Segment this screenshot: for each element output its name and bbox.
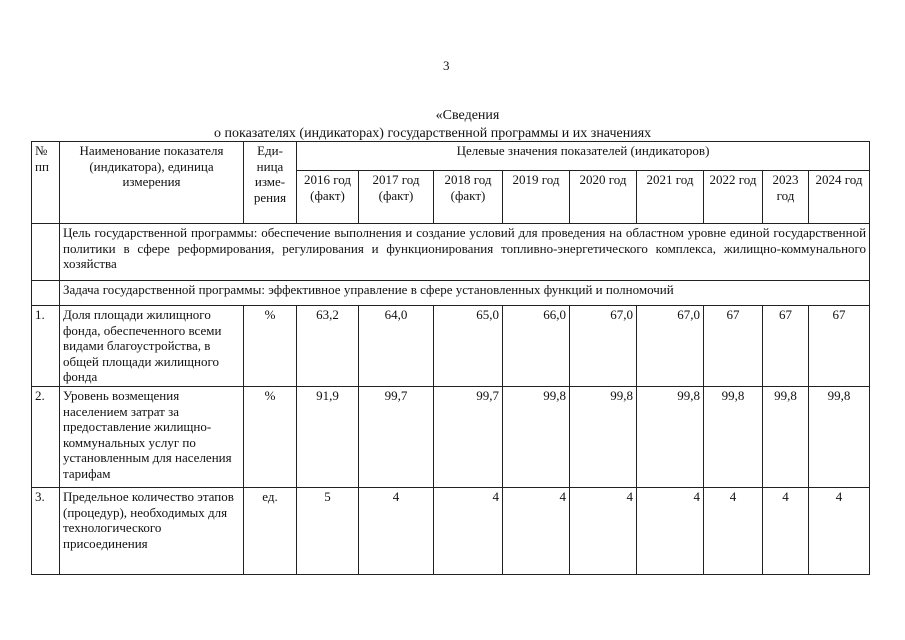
row-unit: ед. bbox=[244, 488, 297, 575]
row-value: 99,8 bbox=[570, 387, 637, 488]
row-value: 67 bbox=[763, 306, 809, 387]
row-value: 99,7 bbox=[359, 387, 434, 488]
row-value: 4 bbox=[570, 488, 637, 575]
header-year: 2020 год bbox=[570, 171, 637, 224]
task-text: Задача государственной программы: эффективное управление в сфере установленных функций и полномочий bbox=[60, 281, 870, 306]
row-value: 99,8 bbox=[763, 387, 809, 488]
row-value: 99,8 bbox=[503, 387, 570, 488]
row-value: 4 bbox=[503, 488, 570, 575]
indicators-table bbox=[31, 141, 870, 575]
row-value: 64,0 bbox=[359, 306, 434, 387]
row-value: 4 bbox=[637, 488, 704, 575]
row-value: 66,0 bbox=[503, 306, 570, 387]
header-year: 2021 год bbox=[637, 171, 704, 224]
row-value: 4 bbox=[763, 488, 809, 575]
row-num: 3. bbox=[32, 488, 60, 575]
header-year: 2023 год bbox=[763, 171, 809, 224]
document-title: «Сведения bbox=[435, 108, 500, 123]
table-row bbox=[32, 306, 870, 387]
page-number: 3 bbox=[443, 58, 450, 73]
row-unit: % bbox=[244, 387, 297, 488]
header-unit: Еди-ница изме-рения bbox=[244, 142, 297, 224]
header-year: 2016 год (факт) bbox=[297, 171, 359, 224]
header-year: 2019 год bbox=[503, 171, 570, 224]
row-value: 4 bbox=[809, 488, 870, 575]
row-value: 63,2 bbox=[297, 306, 359, 387]
header-year: 2024 год bbox=[809, 171, 870, 224]
row-value: 65,0 bbox=[434, 306, 503, 387]
row-value: 67 bbox=[809, 306, 870, 387]
row-name: Уровень возмещения населением затрат за предоставление жилищно-коммунальных услуг по установленным для населения тарифам bbox=[60, 387, 244, 488]
row-value: 67,0 bbox=[637, 306, 704, 387]
row-value: 4 bbox=[434, 488, 503, 575]
table-row bbox=[32, 488, 870, 575]
goal-row bbox=[32, 224, 870, 281]
row-value: 99,8 bbox=[809, 387, 870, 488]
header-year: 2018 год (факт) bbox=[434, 171, 503, 224]
row-value: 99,8 bbox=[637, 387, 704, 488]
header-num: № пп bbox=[32, 142, 60, 224]
row-value: 4 bbox=[359, 488, 434, 575]
row-value: 99,8 bbox=[704, 387, 763, 488]
row-value: 67,0 bbox=[570, 306, 637, 387]
header-row bbox=[32, 142, 870, 171]
row-num: 1. bbox=[32, 306, 60, 387]
header-year: 2017 год (факт) bbox=[359, 171, 434, 224]
row-value: 5 bbox=[297, 488, 359, 575]
row-num: 2. bbox=[32, 387, 60, 488]
row-value: 67 bbox=[704, 306, 763, 387]
header-targets: Целевые значения показателей (индикаторов) bbox=[297, 142, 870, 171]
row-name: Доля площади жилищного фонда, обеспеченного всеми видами благоустройства, в общей площади жилищного фонда bbox=[60, 306, 244, 387]
table-row bbox=[32, 387, 870, 488]
row-value: 99,7 bbox=[434, 387, 503, 488]
header-year: 2022 год bbox=[704, 171, 763, 224]
goal-text: Цель государственной программы: обеспечение выполнения и создание условий для проведения на областном уровне единой государственной политики в сфере реформирования, регулирования и функционирования топливно-энергетического комплекса, жилищно-коммунального хозяйства bbox=[60, 224, 870, 281]
document-subtitle: о показателях (индикаторах) государственной программы и их значениях bbox=[214, 126, 652, 141]
row-value: 91,9 bbox=[297, 387, 359, 488]
row-name: Предельное количество этапов (процедур), необходимых для технологического присоединения bbox=[60, 488, 244, 575]
header-name: Наименование показателя (индикатора), единица измерения bbox=[60, 142, 244, 224]
task-row bbox=[32, 281, 870, 306]
row-value: 4 bbox=[704, 488, 763, 575]
row-unit: % bbox=[244, 306, 297, 387]
